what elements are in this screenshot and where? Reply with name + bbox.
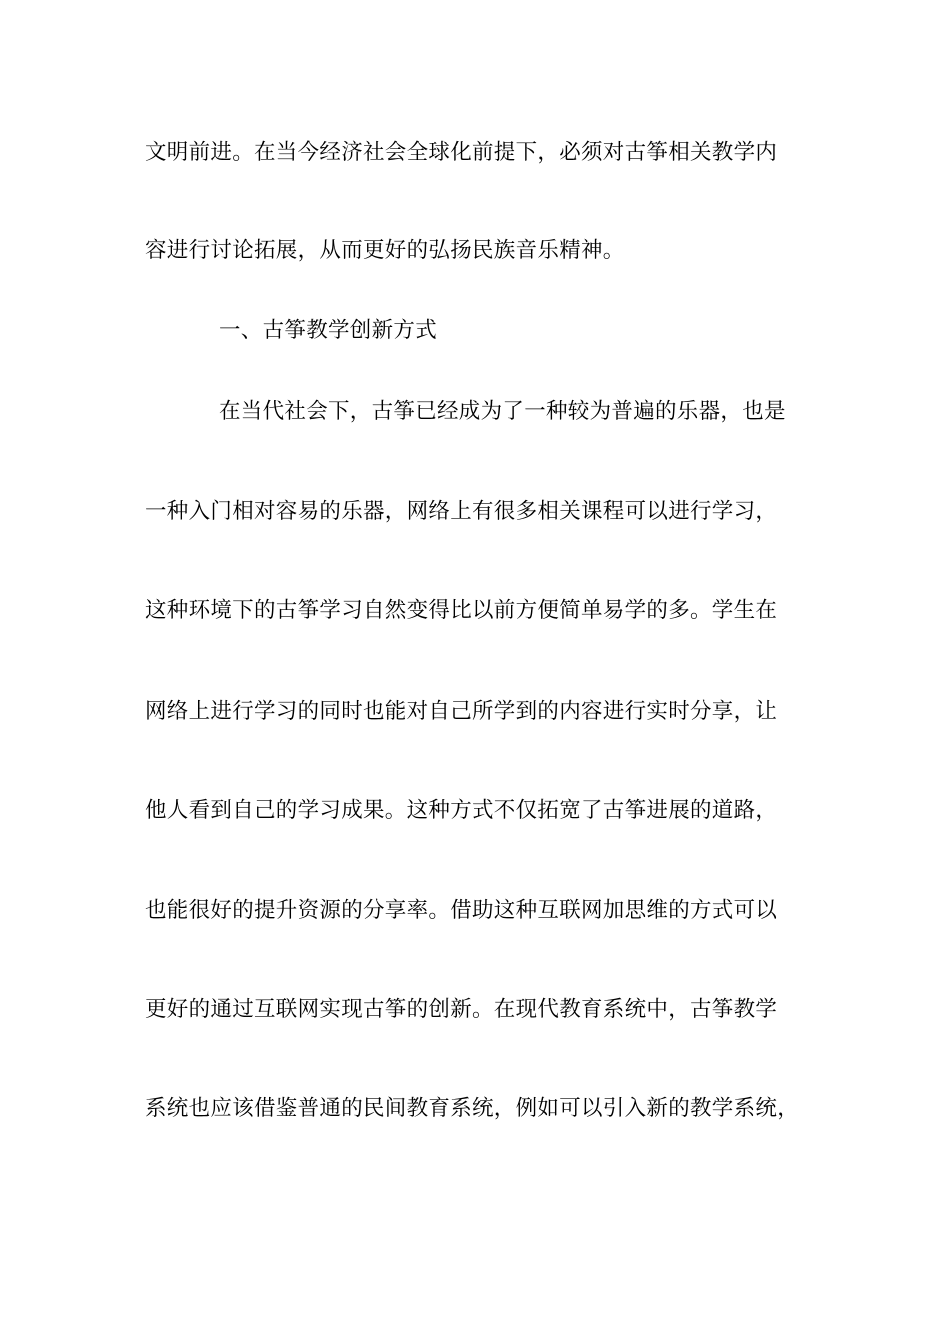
paragraph-line: 在当代社会下，古筝已经成为了一种较为普遍的乐器，也是: [219, 399, 786, 424]
section-heading: 一、古筝教学创新方式: [219, 318, 438, 343]
paragraph-line: 他人看到自己的学习成果。这种方式不仅拓宽了古筝进展的道路，: [145, 798, 778, 823]
paragraph-line: 容进行讨论拓展，从而更好的弘扬民族音乐精神。: [145, 238, 625, 263]
paragraph-line: 也能很好的提升资源的分享率。借助这种互联网加思维的方式可以: [145, 898, 778, 923]
paragraph-line: 系统也应该借鉴普通的民间教育系统，例如可以引入新的教学系统，: [145, 1096, 800, 1121]
paragraph-line: 这种环境下的古筝学习自然变得比以前方便简单易学的多。学生在: [145, 598, 778, 623]
paragraph-line: 网络上进行学习的同时也能对自己所学到的内容进行实时分享，让: [145, 699, 778, 724]
paragraph-line: 一种入门相对容易的乐器，网络上有很多相关课程可以进行学习，: [145, 499, 778, 524]
paragraph-line: 更好的通过互联网实现古筝的创新。在现代教育系统中，古筝教学: [145, 997, 778, 1022]
paragraph-line: 文明前进。在当今经济社会全球化前提下，必须对古筝相关教学内: [145, 140, 778, 165]
